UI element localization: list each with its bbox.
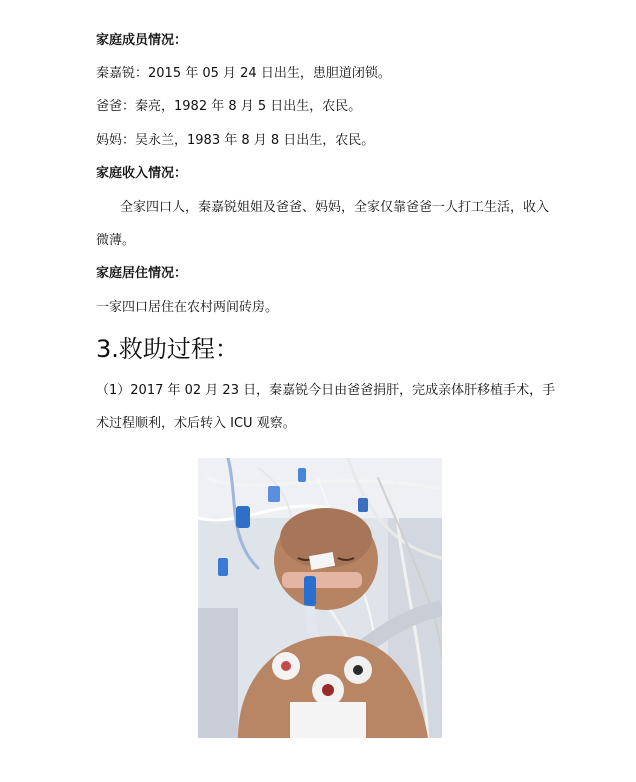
family-residence-text: 一家四口居住在农村两间砖房。	[96, 300, 279, 315]
father-info: 爸爸：秦亮，1982 年 8 月 5 日出生，农民。	[96, 99, 362, 114]
patient-photo	[198, 458, 442, 738]
family-members-heading: 家庭成员情况：	[96, 33, 188, 48]
rescue-para1-line1: （1）2017 年 02 月 23 日，秦嘉锐今日由爸爸捐肝，完成亲体肝移植手术，手	[96, 383, 556, 398]
family-income-line1: 全家四口人，秦嘉锐姐姐及爸爸、妈妈，全家仅靠爸爸一人打工生活，收入	[120, 200, 550, 215]
family-residence-heading: 家庭居住情况：	[96, 266, 188, 281]
family-income-line2: 微薄。	[96, 233, 136, 248]
rescue-para1-line2: 术过程顺利，术后转入 ICU 观察。	[96, 416, 296, 431]
rescue-section-title: 3.救助过程：	[96, 335, 239, 363]
mother-info: 妈妈：吴永兰，1983 年 8 月 8 日出生，农民。	[96, 133, 375, 148]
child-info: 秦嘉锐：2015 年 05 月 24 日出生，患胆道闭锁。	[96, 66, 391, 81]
family-income-heading: 家庭收入情况：	[96, 166, 188, 181]
